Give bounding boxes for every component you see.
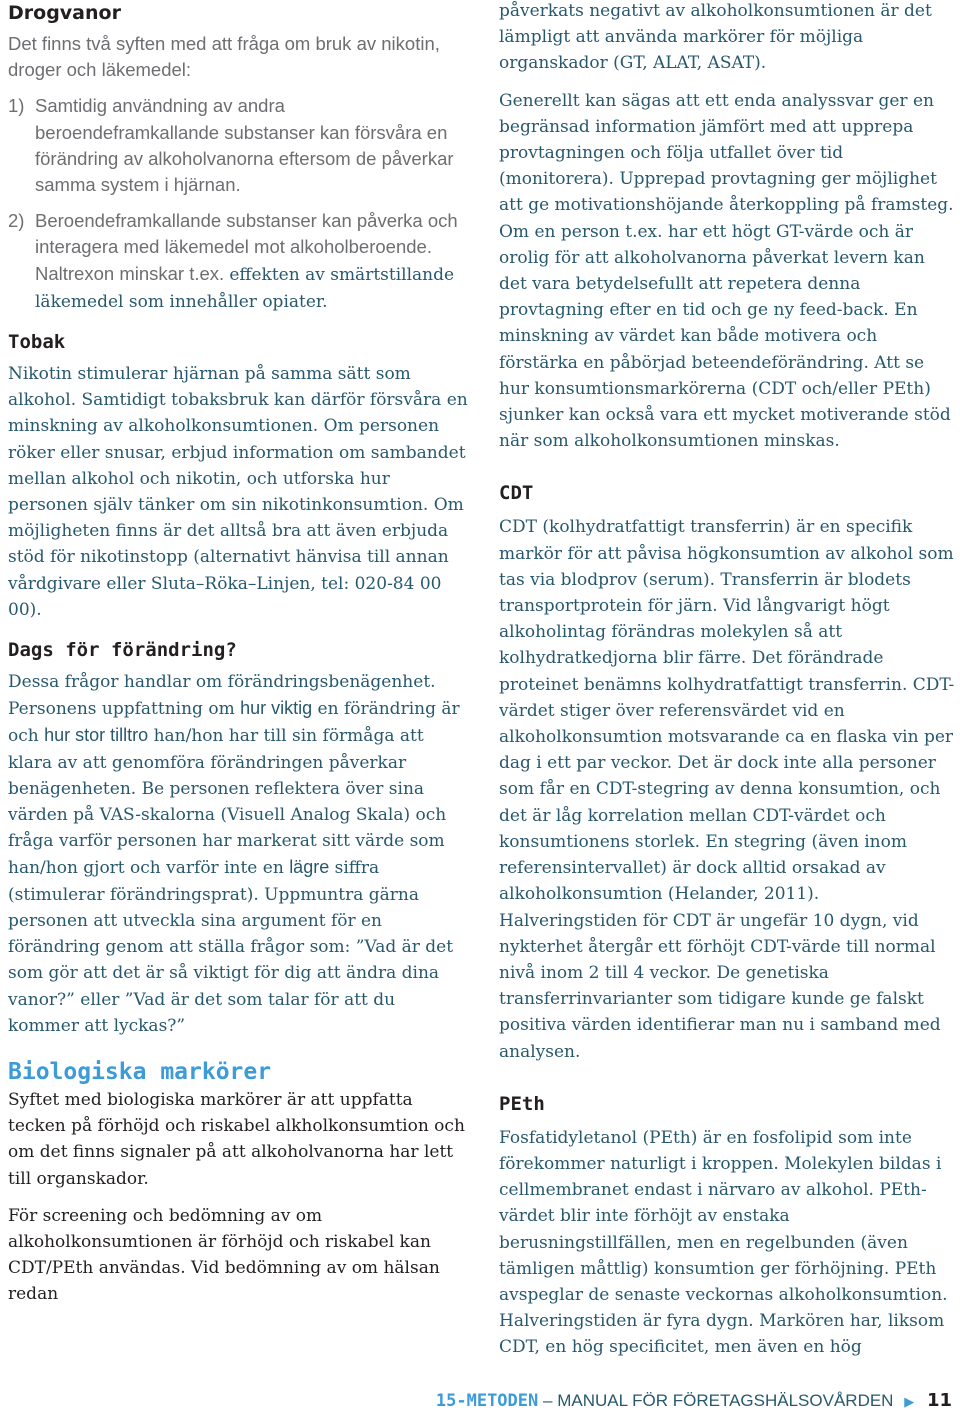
triangle-icon: ▶ [904, 1394, 915, 1409]
emphasis-hur-stor-tilltro: hur stor tilltro [44, 725, 149, 746]
heading-dags-for-forandring: Dags för förändring? [8, 639, 237, 662]
heading-cdt: CDT [499, 482, 534, 505]
section-dags [8, 637, 470, 1039]
section-drogvanor [8, 0, 470, 315]
heading-biologiska-markorer: Biologiska markörer [8, 1058, 272, 1085]
footer-manual-title: MANUAL FÖR FÖRETAGSHÄLSOVÅRDEN [557, 1391, 894, 1410]
cdt-text: CDT (kolhydratfattigt transferrin) är en specifik markör för att påvisa högkonsumtion av alkohol som tas via blodprov (serum). Transferrin är blodets transportprotein för järn. Vid långvarigt högt alkoholintag förändras molekylen så att kolhydratkedjorna blir färre. Det förändrade proteinet benämns kolhydratfattigt transferrin. CDT-värdet stiger över referensvärdet vid en alkoholkonsumtion motsvarande ca en flaska vin per dag i ett par veckor. Det är dock inte alla personer som får en CDT-stegring av denna konsumtion, och det är låg korrelation mellan CDT-värdet och konsumtionens storlek. En stegring (även inom referensintervallet) är dock alltid orsakad av alkoholkonsumtion (Helander, 2011). Halveringstiden för CDT är ungefär 10 dygn, vid nykterhet återgår ett förhöjt CDT-värde till normal nivå inom 2 till 4 veckor. De genetiska transferrinvarianter som tidigare kunde ge falskt positiva värden identifierar man nu i samband med analysen. [499, 517, 955, 1062]
page-number: 11 [926, 1390, 952, 1411]
section-tobak [8, 329, 470, 623]
emphasis-lagre: lägre [289, 857, 330, 878]
emphasis-hur-viktig: hur viktig [240, 698, 313, 719]
right-column [499, 0, 957, 1361]
general-text: Generellt kan sägas att ett enda analyssvar ger en begränsad information jämfört med att upprepa provtagningen och följa utfallet över tid (monitorera). Upprepad provtagning ger möjlighet att ge motivationshöjande återkoppling på framsteg. Om en person t.ex. har ett högt GT-värde och är orolig för att alkoholvanorna påverkat levern kan det vara betydelsefullt att repetera denna provtagning efter en tid och ge ny feed-back. En minskning av värdet kan både motivera och förstärka en påbörjad beteendeförändring. Att se hur konsumtionsmarkörerna (CDT och/eller PEth) sjunker kan också vara ett mycket motiverande stöd när som alkoholkonsumtionen minskas. [499, 90, 954, 452]
drogvanor-intro: Det finns två syften med att fråga om bruk av nikotin, droger och läkemedel: [8, 33, 440, 81]
footer-brand: 15-METODEN [435, 1391, 539, 1411]
heading-drogvanor: Drogvanor [8, 2, 121, 24]
heading-peth: PEth [499, 1092, 545, 1115]
page-footer [436, 1388, 952, 1414]
bio-text-2: För screening och bedömning av om alkoholkonsumtionen är förhöjd och riskabel kan CDT/PEth användas. Vid bedömning av om hälsan redan [8, 1205, 440, 1305]
continued-text: påverkats negativt av alkoholkonsumtionen är det lämpligt att använda markörer för möjliga organskador (GT, ALAT, ASAT). [499, 1, 932, 74]
section-peth [499, 1091, 957, 1361]
tobak-text: Nikotin stimulerar hjärnan på samma sätt som alkohol. Samtidigt tobaksbruk kan därför försvåra en minskning av alkoholkonsumtionen. Om personen röker eller snusar, erbjud information om sambandet mellan alkohol och nikotin, och utforska hur personen själv tänker om sin nikotinkonsumtion. Om möjligheten finns är det alltså bra att även erbjuda stöd för nikotinstopp (alternativt hänvisa till annan vårdgivare eller Sluta–Röka–Linjen, tel: 020-84 00 00). [8, 364, 468, 620]
left-column [8, 0, 470, 1308]
heading-tobak: Tobak [8, 331, 66, 354]
footer-dash: – [542, 1391, 553, 1410]
section-biologiska-markorer [8, 1057, 470, 1308]
section-cdt [499, 480, 957, 1064]
list-item: 2) Beroendeframkallande substanser kan påverka och interagera med läkemedel mot alkoholberoende. Naltrexon minskar t.ex. effekten av smärtstillande läkemedel som innehåller opiater. [8, 210, 458, 312]
dags-text: Dessa frågor handlar om förändringsbenägenhet. Personens uppfattning om hur viktig en förändring är och hur stor tilltro han/hon har till sin förmåga att klara av att genomföra förändringen påverkar benägenheten. Be personen reflektera över sina värden på VAS-skalorna (Visuell Analog Skala) och fråga varför personen har markerat sitt värde som han/hon gjort och varför inte en lägre siffra (stimulerar förändringsprat). Uppmuntra gärna personen att utveckla sina argument för en förändring genom att ställa frågor som: ”Vad är det som gör att det är så viktigt för dig att ändra dina vanor?” eller ”Vad är det som talar för att du kommer att lyckas?” [8, 672, 460, 1036]
bio-text-1: Syftet med biologiska markörer är att uppfatta tecken på förhöjd och riskabel alkholkonsumtion och om det finns signaler på att alkoholvanorna har lett till organskador. [8, 1089, 465, 1189]
peth-text: Fosfatidyletanol (PEth) är en fosfolipid som inte förekommer naturligt i kroppen. Molekylen bildas i cellmembranet endast i närvaro av alkohol. PEth-värdet blir inte förhöjt av enstaka berusningstillfällen, men en regelbunden (även tämligen måttlig) konsumtion ger förhöjning. PEth avspeglar de senaste veckornas alkoholkonsumtion. Halveringstiden är fyra dygn. Markören har, liksom CDT, en hög specificitet, men även en hög [499, 1127, 948, 1358]
list-item: 1) Samtidig användning av andra beroendeframkallande substanser kan försvåra en förändring av alkoholvanorna eftersom de påverkar samma system i hjärnan. [8, 95, 454, 196]
